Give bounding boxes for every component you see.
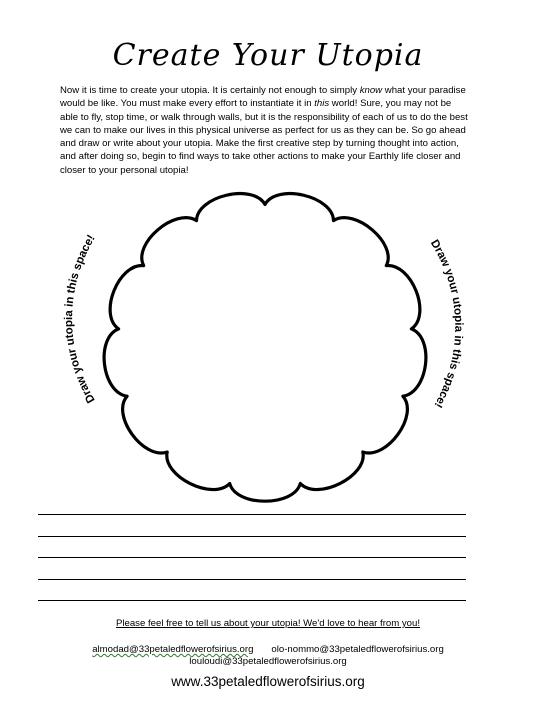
left-caption: Draw your utopia in this space! — [63, 233, 98, 405]
intro-text-1: Now it is time to create your utopia. It is certainly not enough to simply — [60, 85, 360, 96]
page-title: Create Your Utopia — [112, 38, 424, 73]
intro-emphasis-this: this — [314, 98, 330, 110]
writing-line[interactable] — [38, 600, 466, 601]
contact-emails — [0, 644, 536, 668]
right-caption: Draw your utopia in this space! — [427, 237, 465, 410]
intro-emphasis-know: know — [359, 85, 383, 96]
website-link[interactable]: www.33petaledflowerofsirius.org — [171, 674, 365, 689]
scalloped-frame — [104, 194, 426, 502]
feedback-text: Please feel free to tell us about your utopia! We'd love to hear from you! — [115, 618, 421, 629]
writing-line[interactable] — [38, 514, 466, 515]
intro-text-3: world! Sure, you may not be able to fly, stop time, or walk through walls, but it is the responsibility of each of us to do the best we can to make our lives in this physical universe as perfect for us as they can be. So go ahead and draw or write about your utopia. Make the first creative step by turning thought into action, and after doing so, begin to find ways to take other actions to make your Earthly life closer and closer to your personal utopia! — [60, 98, 468, 176]
writing-lines[interactable] — [38, 514, 466, 622]
writing-line[interactable] — [38, 579, 466, 580]
writing-line[interactable] — [38, 536, 466, 537]
email-link-almodad[interactable]: almodad@33petaledflowerofsirius.org — [92, 644, 254, 655]
writing-line[interactable] — [38, 557, 466, 558]
email-link-olo-nommo[interactable]: olo-nommo@33petaledflowerofsirius.org — [271, 644, 444, 655]
email-link-louloudi[interactable]: louloudi@33petaledflowerofsirius.org — [189, 656, 347, 667]
intro-text-2: what your paradise would be like. You must make every effort to instantiate it in — [60, 85, 466, 110]
